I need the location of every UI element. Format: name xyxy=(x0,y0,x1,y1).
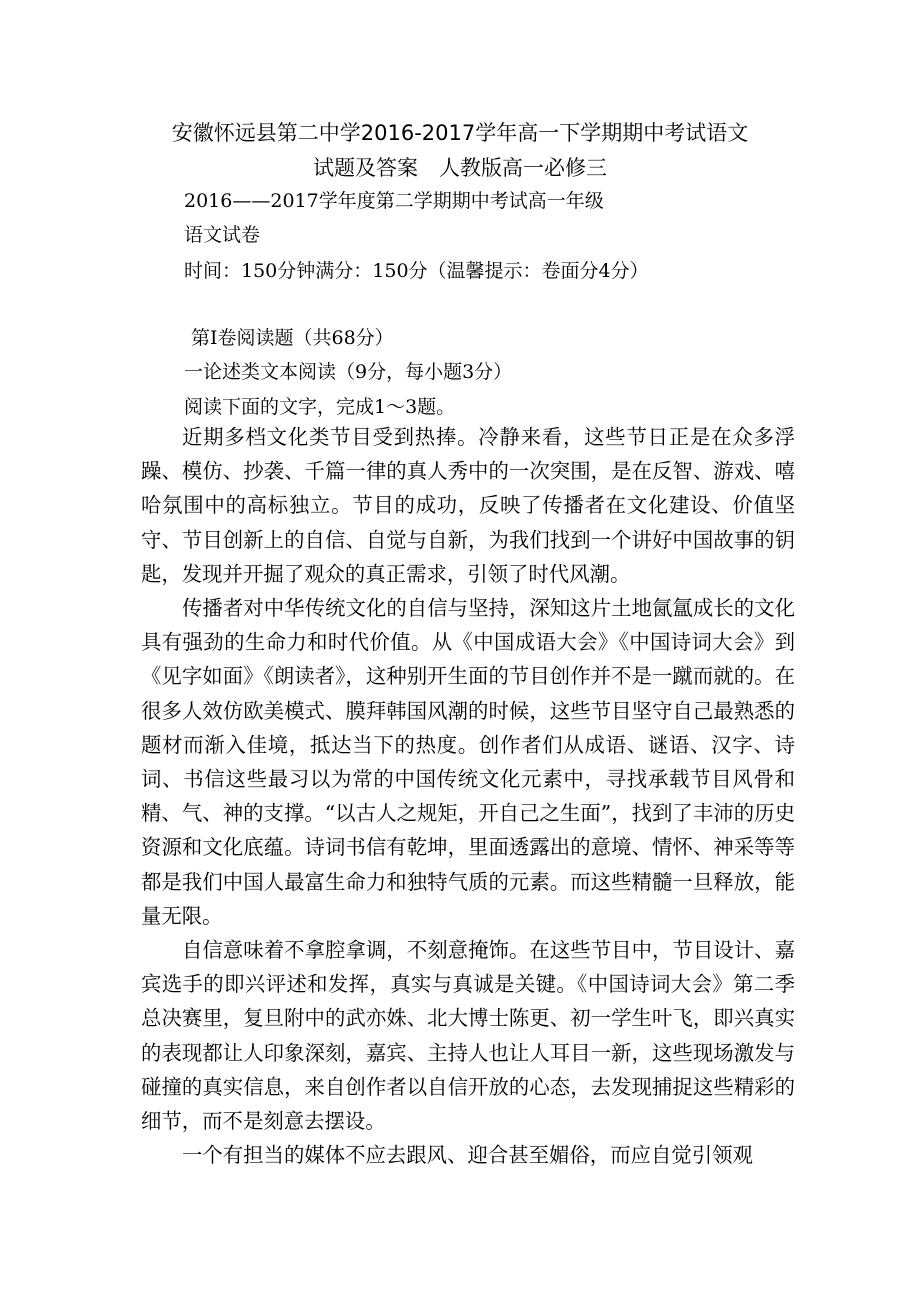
paragraph-1: 近期多档文化类节目受到热捧。冷静来看，这些节日正是在众多浮躁、模仿、抄袭、千篇一律的真人秀中的一次突围，是在反智、游戏、嘻哈氛围中的高标独立。节目的成功，反映了传播者在文化建设、价值坚守、节目创新上的自信、自觉与自新，为我们找到一个讲好中国故事的钥匙，发现并开掘了观众的真正需求，引领了时代风潮。 xyxy=(141,425,795,586)
paragraph-3: 自信意味着不拿腔拿调，不刻意掩饰。在这些节目中，节目设计、嘉宾选手的即兴评述和发挥，真实与真诚是关键。《中国诗词大会》第二季总决赛里，复旦附中的武亦姝、北大博士陈更、初一学生叶飞，即兴真实的表现都让人印象深刻，嘉宾、主持人也让人耳目一新，这些现场激发与碰撞的真实信息，来自创作者以自信开放的心态，去发现捕捉这些精彩的细节，而不是刻意去摆设。 xyxy=(141,938,795,1134)
subject-line: 语文试卷 xyxy=(184,224,261,246)
paragraph-2: 传播者对中华传统文化的自信与坚持，深知这片土地氤氲成长的文化具有强劲的生命力和时代价值。从《中国成语大会》《中国诗词大会》到《见字如面》《朗读者》，这种别开生面的节目创作并不是一蹴而就的。在很多人效仿欧美模式、膜拜韩国风潮的时候，这些节目坚守自己最熟悉的题材而渐入佳境，抵达当下的热度。创作者们从成语、谜语、汉字、诗词、书信这些最习以为常的中国传统文化元素中，寻找承载节目风骨和精、气、神的支撑。“以古人之规矩，开自己之生面”，找到了丰沛的历史资源和文化底蕴。诗词书信有乾坤，里面透露出的意境、情怀、神采等等都是我们中国人最富生命力和独特气质的元素。而这些精髓一旦释放，能量无限。 xyxy=(141,596,795,928)
subsection-title: 一论述类文本阅读（9分，每小题3分） xyxy=(184,361,513,383)
exam-year-line: 2016——2017学年度第二学期期中考试高一年级 xyxy=(184,190,604,212)
instruction-line: 阅读下面的文字，完成1～3题。 xyxy=(184,396,456,418)
time-info-line: 时间：150分钟满分：150分（温馨提示：卷面分4分） xyxy=(184,260,649,282)
document-title-line-1: 安徽怀远县第二中学2016-2017学年高一下学期期中考试语文 xyxy=(171,121,749,145)
paragraph-4: 一个有担当的媒体不应去跟风、迎合甚至媚俗，而应自觉引领观 xyxy=(182,1143,753,1167)
document-title-line-2: 试题及答案 人教版高一必修三 xyxy=(313,156,607,180)
section-title: 第Ⅰ卷阅读题（共68分） xyxy=(191,327,394,349)
